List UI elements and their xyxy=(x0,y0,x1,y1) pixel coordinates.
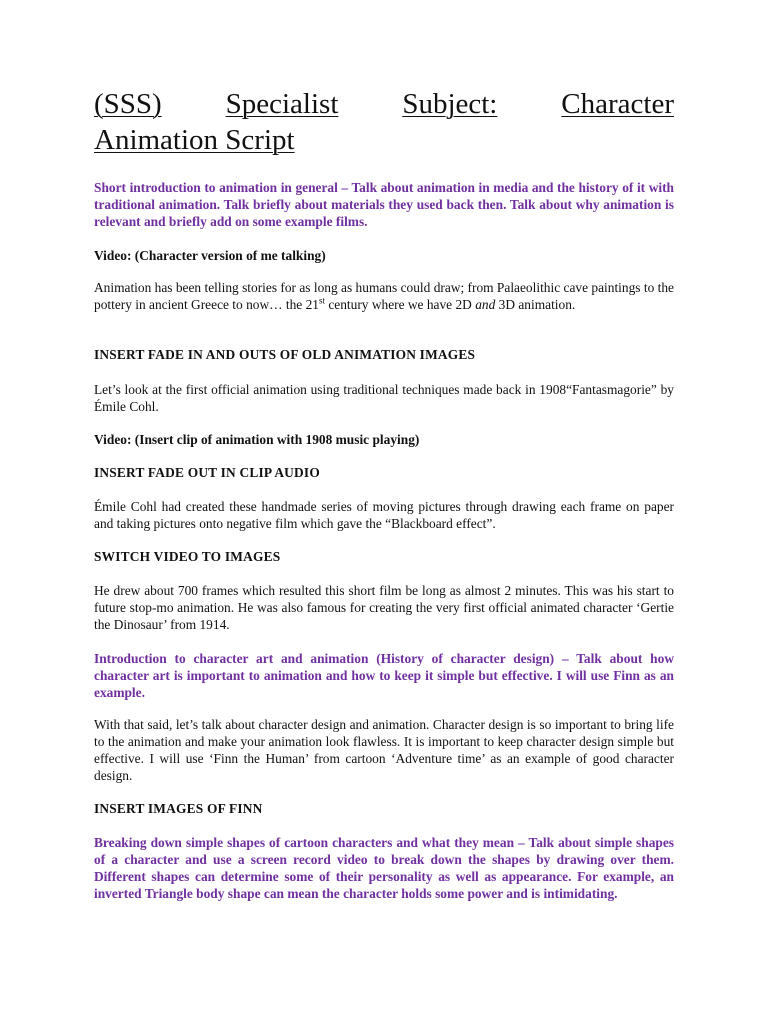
paragraph-emile-cohl: Émile Cohl had created these handmade series of moving pictures through drawing each frame on paper and taking pictures onto negative film which gave the “Blackboard effect”. xyxy=(94,499,674,531)
paragraph-700-frames: He drew about 700 frames which resulted this short film be long as almost 2 minutes. This was his start to future stop-mo animation. He was also famous for creating the very first official animated character ‘Gertie the Dinosaur’ from 1914. xyxy=(94,583,674,632)
title-word: Subject: xyxy=(402,88,498,120)
insert-direction-4: INSERT IMAGES OF FINN xyxy=(94,801,263,816)
video-note-1: Video: (Character version of me talking) xyxy=(94,248,326,263)
paragraph-animation-history xyxy=(94,279,674,313)
title-word: Specialist xyxy=(225,88,339,120)
document-title xyxy=(94,86,674,158)
insert-direction-3: SWITCH VIDEO TO IMAGES xyxy=(94,549,281,564)
insert-direction-1: INSERT FADE IN AND OUTS OF OLD ANIMATION IMAGES xyxy=(94,347,476,362)
intro-note: Short introduction to animation in general – Talk about animation in media and the history of it with traditional animation. Talk briefly about materials they used back then. Talk about why animation is relevant and briefly add on some example films. xyxy=(94,180,674,229)
section-note-simple-shapes: Breaking down simple shapes of cartoon characters and what they mean – Talk about simple shapes of a character and use a screen record video to break down the shapes by drawing over them. Different shapes can determine some of their personality as well as appearance. For example, an inverted Triangle body shape can mean the character holds some power and is intimidating. xyxy=(94,835,674,901)
title-line-2: Animation Script xyxy=(94,124,295,156)
para-1-text-a: Animation has been telling stories for as long as humans could draw; from Palaeolithic cave paintings to the pottery in ancient Greece to now… the 21 xyxy=(94,280,674,312)
paragraph-fantasmagorie: Let’s look at the first official animation using traditional techniques made back in 1908“Fantasmagorie” by Émile Cohl. xyxy=(94,382,674,414)
title-word: Character xyxy=(561,88,674,120)
paragraph-character-design: With that said, let’s talk about character design and animation. Character design is so important to bring life to the animation and make your animation look flawless. It is important to keep character design simple but effective. I will use ‘Finn the Human’ from cartoon ‘Adventure time’ as an example of good character design. xyxy=(94,717,674,783)
para-1-text-b: century where we have 2D xyxy=(324,297,476,312)
title-word: (SSS) xyxy=(94,88,162,120)
title-line-1 xyxy=(94,86,674,122)
para-1-text-c: 3D animation. xyxy=(495,297,576,312)
video-note-2: Video: (Insert clip of animation with 1908 music playing) xyxy=(94,432,420,447)
para-1-superscript: st xyxy=(318,295,325,306)
para-1-emphasis: and xyxy=(475,297,496,312)
section-note-character-art: Introduction to character art and animation (History of character design) – Talk about how character art is important to animation and how to keep it simple but effective. I will use Finn as an example. xyxy=(94,651,674,700)
insert-direction-2: INSERT FADE OUT IN CLIP AUDIO xyxy=(94,465,320,480)
